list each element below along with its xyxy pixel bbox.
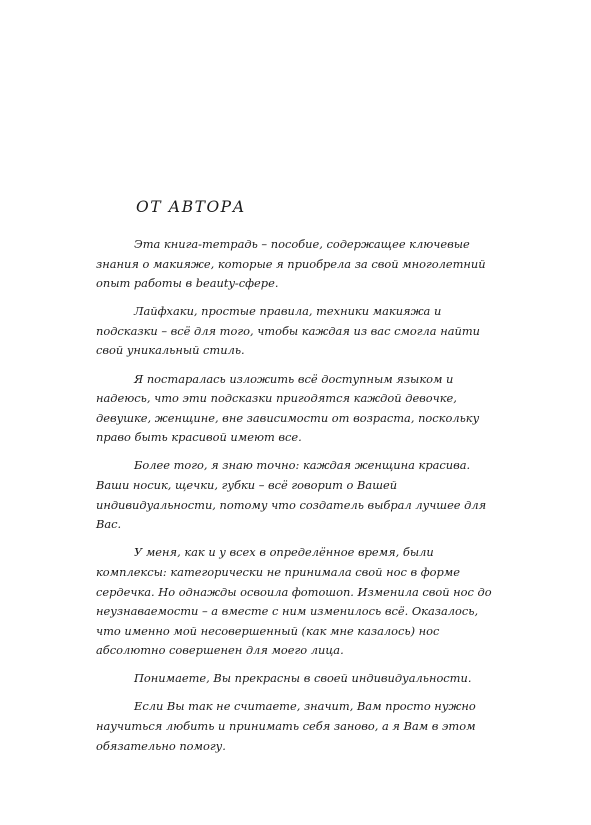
paragraph: Если Вы так не считаете, значит, Вам просто нужно научиться любить и принимать себя заново, а я Вам в этом обязательно помогу. [96, 699, 476, 753]
paragraph: Я постаралась изложить всё доступным языком и надеюсь, что эти подсказки пригодятся каждой девочке, девушке, женщине, вне зависимости от возраста, поскольку право быть красивой имеют все. [96, 371, 480, 445]
section-heading: ОТ АВТОРА [136, 198, 246, 216]
paragraph: Лайфхаки, простые правила, техники макияжа и подсказки – всё для того, чтобы каждая из вас смогла найти свой уникальный стиль. [96, 304, 480, 358]
paragraph: У меня, как и у всех в определённое время, были комплексы: категорически не принимала свой нос в форме сердечка. Но однажды освоила фотошоп. Изменила свой нос до неузнаваемости – а вместе с ним изменилось всё. Оказалось, что именно мой несовершенный (как мне казалось) нос абсолютно совершенен для моего лица. [96, 545, 492, 658]
paragraph: Понимаете, Вы прекрасны в своей индивидуальности. [134, 671, 472, 686]
paragraph: Эта книга-тетрадь – пособие, содержащее ключевые знания о макияже, которые я приобрела за свой многолетний опыт работы в beauty-сфере. [96, 237, 486, 291]
text-block [96, 196, 506, 765]
paragraph: Более того, я знаю точно: каждая женщина красива. Ваши носик, щечки, губки – всё говорит о Вашей индивидуальности, потому что создатель выбрал лучшее для Вас. [96, 458, 487, 532]
